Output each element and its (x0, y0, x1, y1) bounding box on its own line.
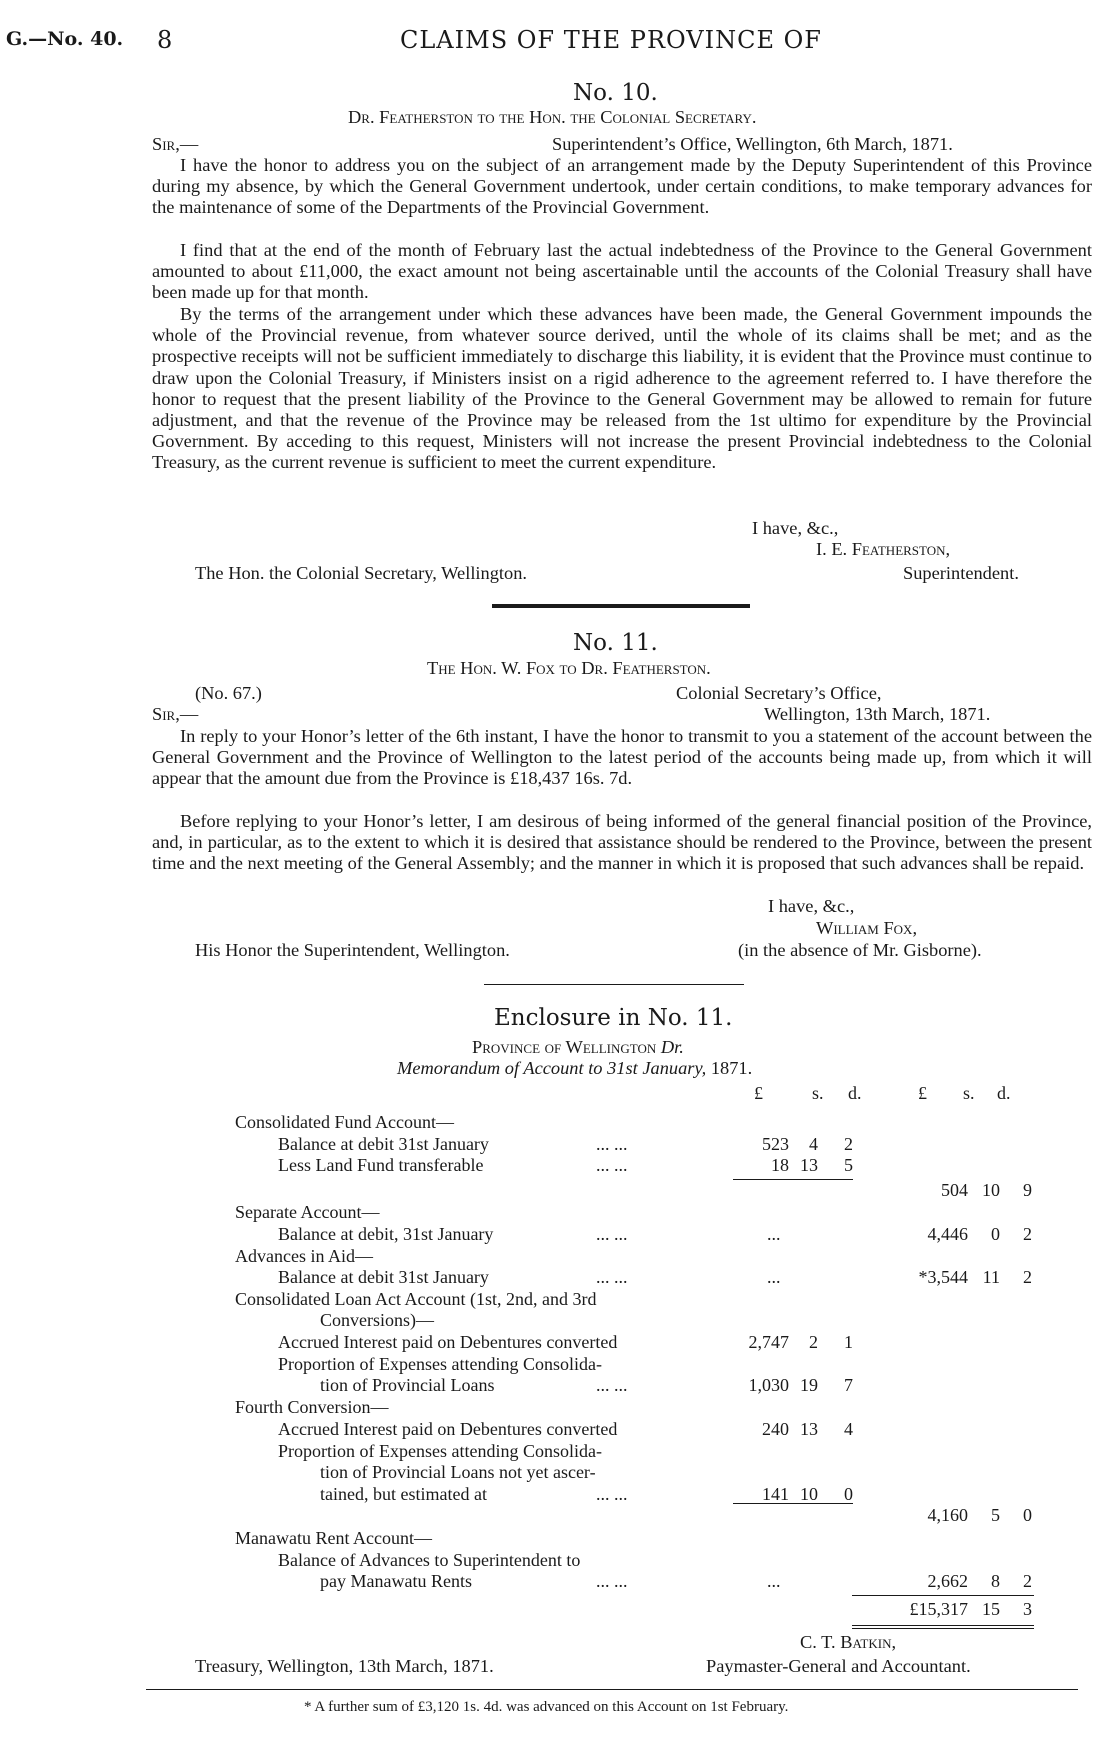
account-row-label: Conversions)— (320, 1310, 434, 1330)
amount-cell: 1,030 (748, 1375, 789, 1395)
amount-cell: 4 (809, 1134, 818, 1154)
total-cell: 10 (982, 1180, 1000, 1200)
total-cell: 4,446 (927, 1224, 968, 1244)
amount-cell: 240 (762, 1419, 789, 1439)
amount-cell: 2 (809, 1332, 818, 1352)
letter-11-signer: William Fox, (816, 918, 918, 938)
document-reference: G.—No. 40. (6, 28, 124, 50)
letter-10-salutation: Sir,— (152, 134, 199, 154)
account-row-label: tion of Provincial Loans (320, 1375, 495, 1395)
account-row-label: Accrued Interest paid on Debentures converted (278, 1419, 618, 1439)
letter-11-reference: (No. 67.) (195, 683, 262, 703)
total-cell: *3,544 (918, 1267, 968, 1287)
column-heading: d. (848, 1083, 862, 1103)
total-cell: 2 (1023, 1224, 1032, 1244)
letter-11-from-to: The Hon. W. Fox to Dr. Featherston. (427, 658, 711, 678)
account-row-label: tained, but estimated at (320, 1484, 487, 1504)
total-cell: 8 (991, 1571, 1000, 1591)
account-row-label: Consolidated Fund Account— (235, 1112, 454, 1132)
total-cell: 2 (1023, 1267, 1032, 1287)
letter-11-addressee: His Honor the Superintendent, Wellington. (195, 940, 510, 960)
section-divider-2 (484, 984, 744, 985)
account-row-label: Manawatu Rent Account— (235, 1528, 432, 1548)
letter-10-closing: I have, &c., (752, 518, 839, 538)
leader-dots: ... ... (596, 1155, 628, 1175)
column-heading: s. (963, 1083, 975, 1103)
account-row-label: Separate Account— (235, 1202, 380, 1222)
letter-10-addressee: The Hon. the Colonial Secretary, Wellington. (195, 563, 528, 583)
amount-cell: 19 (800, 1375, 818, 1395)
enclosure-signer: C. T. Batkin, (800, 1632, 897, 1652)
subtotal-rule (733, 1179, 853, 1180)
letter-10-number: No. 10. (573, 80, 658, 106)
account-row-label: Balance at debit 31st January (278, 1134, 489, 1154)
leader-dots: ... ... (596, 1224, 628, 1244)
leader-dots: ... (767, 1571, 781, 1591)
letter-11-place-date: Wellington, 13th March, 1871. (764, 704, 991, 724)
footnote: * A further sum of £3,120 1s. 4d. was advanced on this Account on 1st February. (304, 1699, 789, 1715)
page-running-title: CLAIMS OF THE PROVINCE OF (400, 26, 822, 54)
total-cell: 4,160 (927, 1505, 968, 1525)
amount-cell: 5 (844, 1155, 853, 1175)
total-cell: 2,662 (927, 1571, 968, 1591)
amount-cell: 10 (800, 1484, 818, 1504)
enclosure-place-date: Treasury, Wellington, 13th March, 1871. (195, 1656, 494, 1676)
section-divider (492, 604, 750, 608)
letter-10-from-to: Dr. Featherston to the Hon. the Colonial Secretary. (348, 107, 757, 127)
amount-cell: 2 (844, 1134, 853, 1154)
enclosure-dr: Dr. (660, 1037, 684, 1057)
total-cell: 11 (982, 1267, 1000, 1287)
letter-11-paragraph-2: Before replying to your Honor’s letter, I am desirous of being informed of the general financial position of the Province, and, in particular, as to the extent to which it is desired that assistance should be rendered to the Province, between the present time and the next meeting of the General Assembly; and the manner in which it is proposed that such advances shall be repaid. (152, 811, 1092, 874)
total-cell: 9 (1023, 1180, 1032, 1200)
enclosure-memo-year: 1871. (710, 1058, 753, 1078)
amount-cell: 0 (844, 1484, 853, 1504)
leader-dots: ... ... (596, 1375, 628, 1395)
enclosure-signer-title: Paymaster-General and Accountant. (706, 1656, 971, 1676)
column-heading: s. (812, 1083, 824, 1103)
letter-11-office: Colonial Secretary’s Office, (676, 683, 882, 703)
account-row-label: Balance of Advances to Superintendent to (278, 1550, 581, 1570)
amount-cell: 2,747 (748, 1332, 789, 1352)
letter-11-closing: I have, &c., (768, 896, 855, 916)
total-cell: 0 (1023, 1505, 1032, 1525)
enclosure-memo (397, 1058, 752, 1079)
account-row-label: Consolidated Loan Act Account (1st, 2nd, and 3rd (235, 1289, 597, 1309)
leader-dots: ... ... (596, 1134, 628, 1154)
account-row-label: Advances in Aid— (235, 1246, 373, 1266)
enclosure-subtitle (472, 1037, 684, 1058)
column-heading: £ (918, 1083, 927, 1103)
amount-cell: 523 (762, 1134, 789, 1154)
account-row-label: Proportion of Expenses attending Consolida- (278, 1441, 602, 1461)
enclosure-memo-text: Memorandum of Account to 31st January, (397, 1058, 707, 1078)
column-heading: £ (754, 1083, 763, 1103)
total-cell: £15,317 (909, 1599, 968, 1619)
account-row-label: Balance at debit 31st January (278, 1267, 489, 1287)
total-cell: 3 (1023, 1599, 1032, 1619)
column-heading: d. (997, 1083, 1011, 1103)
amount-cell: 7 (844, 1375, 853, 1395)
enclosure-province: Province of Wellington (472, 1037, 657, 1057)
letter-10-place-date: Superintendent’s Office, Wellington, 6th March, 1871. (552, 134, 953, 154)
leader-dots: ... (767, 1224, 781, 1244)
amount-cell: 4 (844, 1419, 853, 1439)
leader-dots: ... ... (596, 1571, 628, 1591)
total-rule-bottom (852, 1625, 1034, 1626)
account-row-label: Balance at debit, 31st January (278, 1224, 494, 1244)
page-number: 8 (157, 26, 173, 54)
total-cell: 15 (982, 1599, 1000, 1619)
letter-11-number: No. 11. (573, 630, 658, 656)
amount-cell: 13 (800, 1155, 818, 1175)
total-rule-bottom-2 (852, 1628, 1034, 1629)
leader-dots: ... ... (596, 1267, 628, 1287)
letter-10-paragraph-1: I have the honor to address you on the subject of an arrangement made by the Deputy Superintendent of this Province during my absence, by which the General Government undertook, under certain conditions, to make temporary advances for the maintenance of some of the Departments of the Provincial Government. (152, 155, 1092, 218)
account-row-label: pay Manawatu Rents (320, 1571, 472, 1591)
footnote-rule (146, 1689, 1078, 1690)
account-row-label: Fourth Conversion— (235, 1397, 389, 1417)
enclosure-title: Enclosure in No. 11. (494, 1005, 733, 1031)
letter-10-paragraph-2: I find that at the end of the month of February last the actual indebtedness of the Province to the General Government amounted to about £11,000, the exact amount not being ascertainable until the accounts of the Colonial Treasury shall have been made up for that month. (152, 240, 1092, 303)
letter-10-paragraph-3: By the terms of the arrangement under which these advances have been made, the General Government impounds the whole of the Provincial revenue, from whatever source derived, until the whole of its claims shall be met; and as the prospective receipts will not be sufficient immediately to discharge this liability, it is evident that the Province must continue to draw upon the Colonial Treasury, if Ministers insist on a rigid adherence to the agreement referred to. I have therefore the honor to request that the present liability of the Province to the General Government may be allowed to remain for future adjustment, and that the revenue of the Province may be released from the 1st ultimo for expenditure by the Provincial Government. By acceding to this request, Ministers will not increase the present Provincial indebtedness to the Colonial Treasury, as the current revenue is sufficient to meet the current expenditure. (152, 304, 1092, 473)
account-row-label: Less Land Fund transferable (278, 1155, 484, 1175)
letter-10-signer-title: Superintendent. (903, 563, 1019, 583)
leader-dots: ... (767, 1267, 781, 1287)
leader-dots: ... ... (596, 1484, 628, 1504)
total-cell: 2 (1023, 1571, 1032, 1591)
amount-cell: 18 (771, 1155, 789, 1175)
letter-10-signer: I. E. Featherston, (816, 539, 951, 559)
total-cell: 0 (991, 1224, 1000, 1244)
total-rule-top (852, 1595, 1034, 1596)
account-row-label: Proportion of Expenses attending Consolida- (278, 1354, 602, 1374)
letter-11-signer-note: (in the absence of Mr. Gisborne). (738, 940, 982, 960)
total-cell: 5 (991, 1505, 1000, 1525)
total-cell: 504 (941, 1180, 968, 1200)
amount-cell: 141 (762, 1484, 789, 1504)
letter-11-paragraph-1: In reply to your Honor’s letter of the 6th instant, I have the honor to transmit to you a statement of the account between the General Government and the Province of Wellington to the latest period of the accounts being made up, from which it will appear that the amount due from the Province is £18,437 16s. 7d. (152, 726, 1092, 789)
amount-cell: 13 (800, 1419, 818, 1439)
letter-11-salutation: Sir,— (152, 704, 199, 724)
account-row-label: tion of Provincial Loans not yet ascer- (320, 1462, 596, 1482)
account-row-label: Accrued Interest paid on Debentures converted (278, 1332, 618, 1352)
amount-cell: 1 (844, 1332, 853, 1352)
subtotal-rule (733, 1503, 853, 1504)
